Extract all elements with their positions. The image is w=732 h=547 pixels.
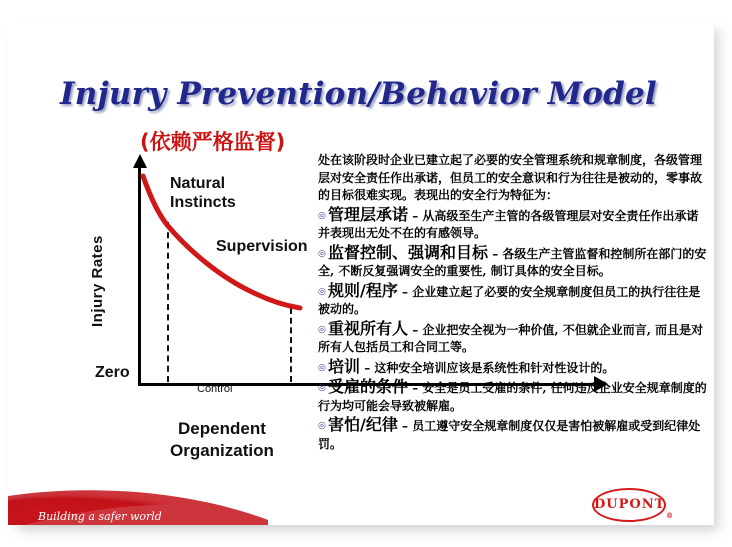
bullet-icon: ◎ bbox=[318, 362, 326, 373]
bullet-item bbox=[318, 358, 710, 378]
bullet-text: – 企业建立起了必要的安全规章制度但员工的执行往往是被动的。 bbox=[318, 284, 701, 316]
subtitle-chinese: (依赖严格监督) bbox=[140, 130, 286, 154]
bullet-heading: 规则/程序 bbox=[328, 280, 398, 300]
dupont-logo bbox=[592, 488, 674, 522]
bullet-icon: ◎ bbox=[318, 248, 326, 259]
bullet-heading: 害怕/纪律 bbox=[328, 415, 398, 434]
bullet-icon: ◎ bbox=[318, 383, 326, 393]
bullet-item bbox=[318, 282, 710, 319]
bullet-heading: 重视所有人 bbox=[328, 318, 409, 338]
tagline: Building a safer world bbox=[38, 510, 162, 523]
bullet-text: – 从高级至生产主管的各级管理层对安全责任作出承诺并表现出无处不在的有感领导。 bbox=[318, 208, 699, 240]
bullet-text: – 这种安全培训应该是系统性和针对性设计的。 bbox=[360, 360, 615, 375]
bullet-text: – 企业把安全视为一种价值, 不但就企业而言, 而且是对所有人包括员工和合同工等。 bbox=[318, 322, 704, 354]
natural-instincts-label bbox=[170, 174, 236, 212]
control-label: Control bbox=[197, 383, 233, 395]
bullet-heading: 培训 bbox=[328, 356, 361, 376]
bullet-icon: ◎ bbox=[318, 421, 326, 431]
bullet-item bbox=[318, 206, 710, 243]
bullet-item bbox=[318, 244, 710, 281]
bullet-heading: 管理层承诺 bbox=[328, 204, 409, 224]
bullet-item bbox=[318, 416, 710, 453]
y-axis-label: Injury Rates bbox=[89, 235, 106, 327]
registered-mark: ® bbox=[666, 511, 674, 520]
bullet-list bbox=[318, 206, 710, 454]
logo-text: DUPONT bbox=[594, 497, 666, 512]
dependent-organization-label bbox=[170, 418, 274, 462]
supervision-label: Supervision bbox=[216, 238, 308, 255]
slide-title: Injury Prevention/Behavior Model bbox=[60, 76, 657, 112]
bullet-item bbox=[318, 320, 710, 357]
natural-line2: Instincts bbox=[170, 194, 236, 211]
natural-line1: Natural bbox=[170, 175, 226, 192]
bullet-heading: 监督控制、强调和目标 bbox=[328, 242, 489, 262]
dependent-line2: Organization bbox=[170, 441, 274, 460]
dependent-line1: Dependent bbox=[178, 419, 266, 438]
bullet-text: – 安全是员工受雇的条件, 任何违反企业安全规章制度的行为均可能会导致被解雇。 bbox=[318, 381, 707, 413]
bullet-icon: ◎ bbox=[318, 210, 326, 221]
bullet-icon: ◎ bbox=[318, 286, 326, 297]
bullet-text: – 各级生产主管监督和控制所在部门的安全, 不断反复强调安全的重要性, 制订具体的安全目标。 bbox=[318, 246, 707, 278]
bullet-heading: 受雇的条件 bbox=[328, 377, 409, 396]
intro-paragraph: 处在该阶段时企业已建立起了必要的安全管理系统和规章制度，各级管理层对安全责任作出承诺，但员工的安全意识和行为往往是被动的，零事故的目标很难实现。表现出的安全行为特征为： bbox=[318, 153, 703, 202]
bullet-item bbox=[318, 378, 710, 415]
bullet-icon: ◎ bbox=[318, 324, 326, 335]
description-block bbox=[318, 152, 710, 453]
bullet-text: – 员工遵守安全规章制度仅仅是害怕被解雇或受到纪律处罚。 bbox=[318, 419, 701, 451]
zero-label: Zero bbox=[95, 364, 130, 381]
